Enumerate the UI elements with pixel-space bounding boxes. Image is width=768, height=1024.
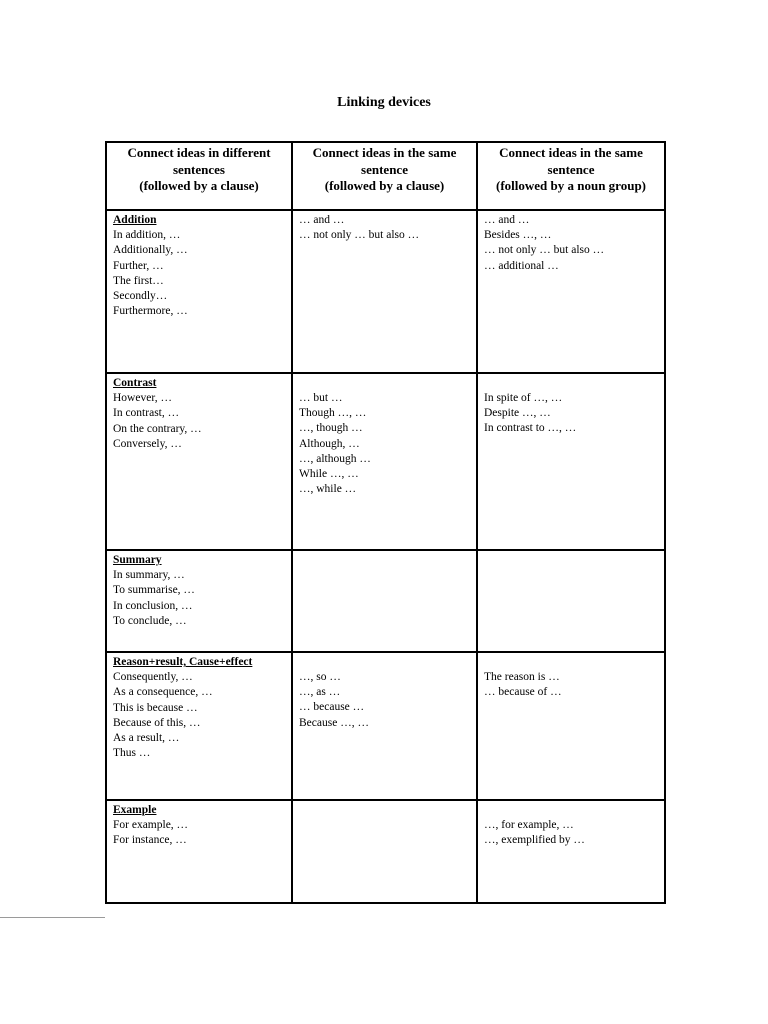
device-line: Because …, … — [299, 716, 369, 729]
category-title: Contrast — [113, 377, 157, 389]
cell-same-sentence-clause — [292, 800, 477, 903]
device-line: … but … — [299, 392, 343, 404]
cell-same-sentence-noun-group — [477, 800, 665, 903]
device-line: On the contrary, … — [113, 422, 202, 435]
device-line: Consequently, … — [113, 671, 193, 684]
header-same-sentence-clause — [292, 142, 477, 210]
device-line: Additionally, … — [113, 244, 188, 257]
device-line: Thus … — [113, 747, 151, 760]
device-line: This is because … — [113, 701, 198, 714]
device-line: Secondly… — [113, 290, 168, 303]
device-line: In contrast, … — [113, 407, 180, 420]
device-line: …, though … — [299, 422, 363, 435]
device-line: …, as … — [299, 686, 341, 699]
cell-different-sentences — [106, 210, 292, 373]
device-line: …, exemplified by … — [484, 834, 585, 847]
device-line: As a result, … — [113, 732, 180, 745]
header-line: Connect ideas in different — [127, 145, 271, 160]
device-line: … and … — [484, 214, 530, 226]
device-line: … additional … — [484, 259, 559, 272]
header-same-sentence-noun-group — [477, 142, 665, 210]
device-line: …, while … — [299, 483, 357, 496]
device-line: The reason is … — [484, 671, 560, 683]
device-line: To conclude, … — [113, 614, 187, 627]
table-row-addition — [106, 210, 665, 373]
device-line: … not only … but also … — [299, 229, 420, 242]
header-line: (followed by a clause) — [324, 178, 445, 193]
table-row-summary — [106, 550, 665, 652]
device-line: … not only … but also … — [484, 244, 605, 257]
cell-different-sentences — [106, 800, 292, 903]
device-line: For example, … — [113, 819, 189, 832]
cell-same-sentence-noun-group — [477, 652, 665, 800]
header-line: Connect ideas in the same — [499, 145, 643, 160]
cell-same-sentence-noun-group — [477, 373, 665, 550]
device-line: The first… — [113, 274, 164, 287]
header-different-sentences — [106, 142, 292, 210]
cell-same-sentence-clause — [292, 210, 477, 373]
device-line: However, … — [113, 392, 172, 405]
device-line: …, so … — [299, 671, 341, 683]
cell-same-sentence-noun-group — [477, 210, 665, 373]
device-line: Although, … — [299, 437, 360, 450]
device-line: For instance, … — [113, 834, 187, 847]
cell-different-sentences — [106, 550, 292, 652]
device-line: In conclusion, … — [113, 599, 193, 612]
cell-same-sentence-clause — [292, 550, 477, 652]
page-edge-rule — [0, 917, 105, 918]
table-header-row — [106, 142, 665, 210]
header-line: sentences — [173, 161, 225, 177]
device-line: …, although … — [299, 452, 371, 465]
cell-different-sentences — [106, 373, 292, 550]
device-line: …, for example, … — [484, 819, 574, 831]
device-line: Furthermore, … — [113, 305, 188, 318]
device-line: In spite of …, … — [484, 392, 563, 404]
device-line: Despite …, … — [484, 407, 551, 420]
device-line: Though …, … — [299, 407, 367, 420]
table-row-contrast — [106, 373, 665, 550]
category-title: Addition — [113, 214, 157, 226]
device-line: To summarise, … — [113, 584, 195, 597]
cell-same-sentence-clause — [292, 373, 477, 550]
header-line: (followed by a noun group) — [495, 178, 646, 193]
device-line: Further, … — [113, 259, 164, 272]
category-title: Example — [113, 804, 157, 816]
page-title: Linking devices — [337, 95, 431, 110]
header-line: Connect ideas in the same — [312, 145, 457, 160]
cell-same-sentence-noun-group — [477, 550, 665, 652]
device-line: In summary, … — [113, 569, 185, 582]
device-line: Because of this, … — [113, 716, 201, 729]
device-line: In contrast to …, … — [484, 422, 577, 435]
category-title: Reason+result, Cause+effect — [113, 656, 253, 668]
table-row-reason-result — [106, 652, 665, 800]
device-line: Conversely, … — [113, 437, 182, 450]
device-line: … and … — [299, 214, 345, 226]
table-row-example — [106, 800, 665, 903]
cell-different-sentences — [106, 652, 292, 800]
category-title: Summary — [113, 554, 162, 566]
header-line: sentence — [361, 161, 408, 177]
device-line: Besides …, … — [484, 229, 552, 242]
device-line: As a consequence, … — [113, 686, 213, 699]
device-line: While …, … — [299, 468, 359, 481]
header-line: (followed by a clause) — [139, 178, 259, 193]
linking-devices-table — [105, 141, 666, 904]
device-line: In addition, … — [113, 229, 181, 242]
header-line: sentence — [547, 161, 595, 177]
device-line: … because of … — [484, 686, 562, 699]
cell-same-sentence-clause — [292, 652, 477, 800]
device-line: … because … — [299, 701, 365, 714]
